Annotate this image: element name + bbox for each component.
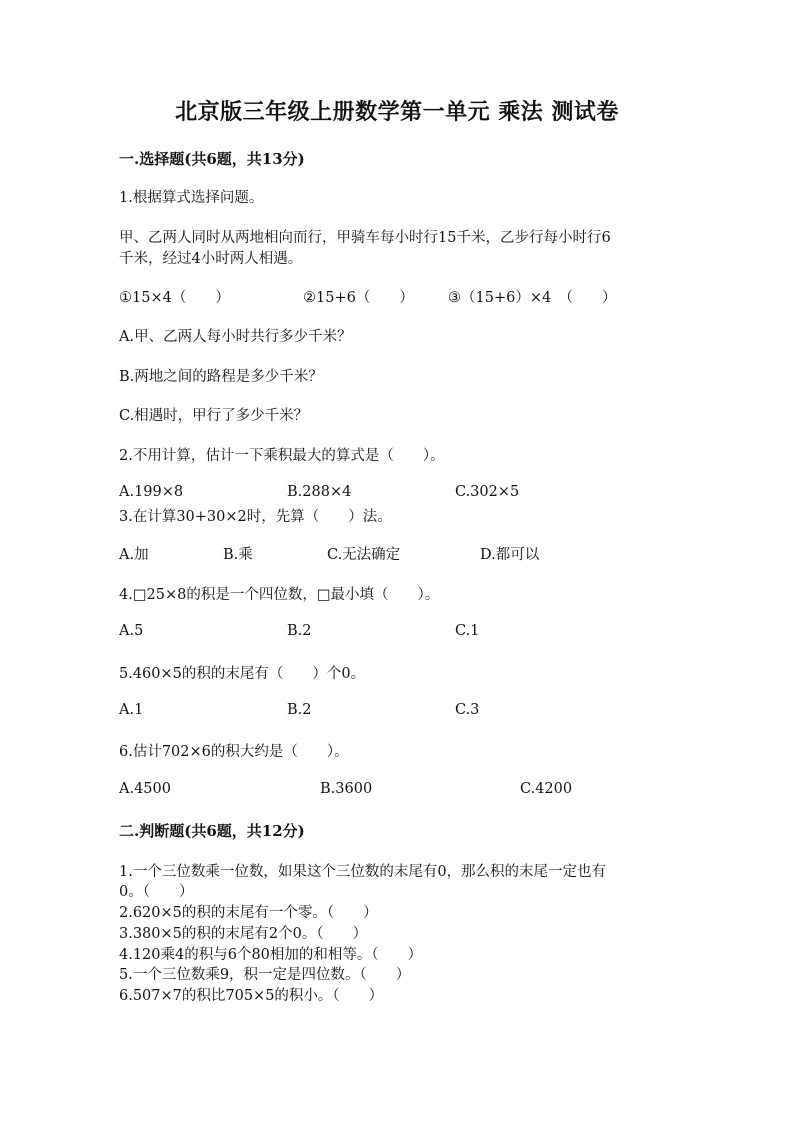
question-2-stem: 2.不用计算，估计一下乘积最大的算式是（ ）。 [119,448,445,464]
judgment-item-1-line-2: 0。（ ） [119,884,194,900]
question-2-option-c: C.302×5 [455,484,520,500]
question-4-option-a: A.5 [119,623,144,639]
judgment-item-1-line-1: 1.一个三位数乘一位数，如果这个三位数的末尾有0，那么积的末尾一定也有 [119,864,607,880]
question-1-context-line-2: 千米，经过4小时两人相遇。 [119,251,303,267]
question-5-option-b: B.2 [287,702,312,718]
section-heading-judgment: 二.判断题(共6题，共12分) [119,822,305,840]
question-6-option-a: A.4500 [119,781,171,797]
question-3-option-c: C.无法确定 [327,547,401,563]
question-6-stem: 6.估计702×6的积大约是（ ）。 [119,744,349,760]
question-1-expression-1: ①15×4（ ） [119,290,230,306]
question-2-option-b: B.288×4 [287,484,352,500]
question-5-option-a: A.1 [119,702,144,718]
section-heading-choice: 一.选择题(共6题，共13分) [119,150,305,168]
question-1-expression-3: ③（15+6）×4 （ ） [448,290,617,306]
question-3-option-d: D.都可以 [480,547,540,563]
question-3-option-a: A.加 [119,547,149,563]
question-5-stem: 5.460×5的积的末尾有（ ）个0。 [119,666,366,682]
question-1-expression-2: ②15+6（ ） [303,290,414,306]
page-title: 北京版三年级上册数学第一单元 乘法 测试卷 [175,99,619,125]
question-4-option-b: B.2 [287,623,312,639]
question-1-stem: 1.根据算式选择问题。 [119,190,264,206]
question-5-option-c: C.3 [455,702,480,718]
question-2-option-a: A.199×8 [119,484,184,500]
question-1-choice-b: B.两地之间的路程是多少千米？ [119,369,323,385]
judgment-item-3: 3.380×5的积的末尾有2个0。（ ） [119,926,368,942]
question-6-option-c: C.4200 [520,781,573,797]
question-1-choice-c: C.相遇时，甲行了多少千米？ [119,408,309,424]
question-3-option-b: B.乘 [223,547,253,563]
question-3-stem: 3.在计算30+30×2时，先算（ ）法。 [119,509,392,525]
question-6-option-b: B.3600 [320,781,373,797]
judgment-item-4: 4.120乘4的积与6个80相加的和相等。（ ） [119,947,423,963]
judgment-item-5: 5.一个三位数乘9，积一定是四位数。（ ） [119,967,411,983]
question-4-stem: 4.□25×8的积是一个四位数，□最小填（ ）。 [119,587,440,603]
question-1-choice-a: A.甲、乙两人每小时共行多少千米？ [119,329,352,345]
question-1-context-line-1: 甲、乙两人同时从两地相向而行，甲骑车每小时行15千米，乙步行每小时行6 [119,230,611,246]
question-4-option-c: C.1 [455,623,480,639]
judgment-item-2: 2.620×5的积的末尾有一个零。（ ） [119,905,378,921]
judgment-item-6: 6.507×7的积比705×5的积小。（ ） [119,988,384,1004]
